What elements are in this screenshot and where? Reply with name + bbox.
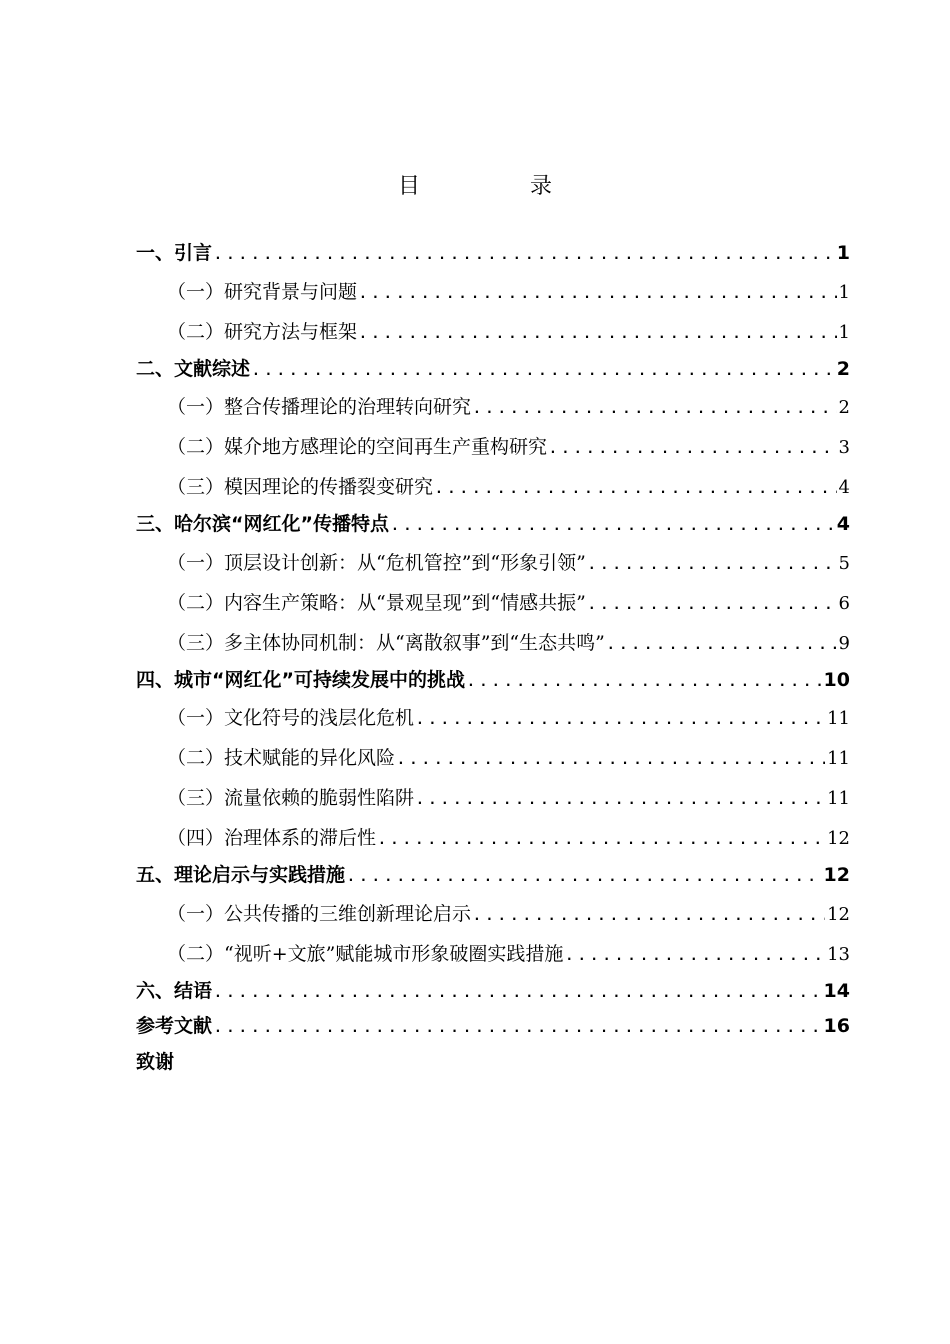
toc-page-number: 5 [838, 552, 850, 574]
toc-page-number: 12 [827, 903, 850, 925]
toc-entry-chapter[interactable] [136, 858, 850, 894]
toc-entry-section[interactable] [136, 738, 850, 778]
toc-dot-leader [214, 236, 835, 274]
toc-list [136, 236, 850, 1080]
toc-entry-chapter[interactable] [136, 1009, 850, 1045]
toc-entry-section[interactable] [136, 387, 850, 427]
toc-page-number: 1 [838, 321, 850, 343]
toc-entry-chapter[interactable] [136, 352, 850, 388]
toc-entry-title: （二）研究方法与框架 [167, 320, 358, 343]
toc-dot-leader [214, 974, 822, 1012]
toc-entry-section[interactable] [136, 623, 850, 663]
toc-page-number: 1 [836, 242, 850, 264]
toc-dot-leader [416, 698, 825, 741]
toc-entry-section[interactable] [136, 467, 850, 507]
toc-dot-leader [473, 387, 837, 430]
toc-entry-title: （一）整合传播理论的治理转向研究 [167, 396, 472, 418]
toc-entry-title: 三、哈尔滨“网红化”传播特点 [136, 513, 389, 535]
toc-page-number: 11 [827, 708, 850, 729]
toc-dot-leader [565, 934, 825, 977]
toc-entry-chapter[interactable] [136, 1045, 850, 1081]
toc-entry-chapter[interactable] [136, 236, 850, 272]
toc-entry-section[interactable] [136, 543, 850, 583]
toc-entry-section[interactable] [136, 698, 850, 738]
toc-entry-title: （一）公共传播的三维创新理论启示 [167, 902, 472, 925]
toc-page-number: 1 [838, 281, 850, 303]
toc-dot-leader [359, 312, 837, 355]
toc-page-number: 10 [823, 668, 850, 691]
toc-entry-title: （二）媒介地方感理论的空间再生产重构研究 [167, 436, 548, 458]
toc-entry-title: 二、文献综述 [136, 357, 251, 380]
toc-entry-section[interactable] [136, 818, 850, 858]
toc-entry-title: 参考文献 [136, 1015, 213, 1037]
toc-page-number: 2 [838, 397, 850, 418]
toc-dot-leader [416, 778, 825, 821]
toc-page-number: 14 [823, 979, 850, 1002]
toc-entry-section[interactable] [136, 427, 850, 467]
toc-page-number: 16 [823, 1015, 850, 1037]
toc-entry-title: （三）多主体协同机制：从“离散叙事”到“生态共鸣” [167, 631, 605, 654]
toc-dot-leader [347, 858, 822, 896]
toc-page-number: 3 [838, 437, 850, 458]
toc-dot-leader [588, 543, 837, 586]
toc-page-number: 4 [836, 513, 850, 535]
toc-page-number: 12 [823, 864, 850, 886]
toc-entry-title: （三）模因理论的传播裂变研究 [167, 476, 434, 498]
toc-entry-title: 四、城市“网红化”可持续发展中的挑战 [136, 668, 465, 691]
toc-dot-leader [467, 663, 822, 701]
toc-entry-section[interactable] [136, 934, 850, 974]
toc-entry-title: 六、结语 [136, 979, 213, 1002]
toc-dot-leader [252, 352, 835, 390]
toc-entry-title: 致谢 [136, 1050, 175, 1073]
toc-dot-leader [473, 894, 825, 937]
toc-page-number: 11 [827, 788, 850, 809]
toc-entry-section[interactable] [136, 894, 850, 934]
toc-entry-title: （一）文化符号的浅层化危机 [167, 707, 415, 729]
toc-entry-chapter[interactable] [136, 507, 850, 543]
toc-page-number: 2 [836, 357, 850, 380]
toc-title: 目 录 [397, 174, 596, 199]
toc-page-number: 6 [838, 592, 850, 614]
toc-entry-title: （三）流量依赖的脆弱性陷阱 [167, 787, 415, 809]
toc-page-number: 9 [838, 632, 850, 654]
toc-dot-leader [359, 272, 837, 315]
toc-entry-title: 一、引言 [136, 242, 213, 264]
toc-entry-title: 五、理论启示与实践措施 [136, 864, 346, 886]
toc-entry-section[interactable] [136, 272, 850, 312]
toc-dot-leader [435, 467, 837, 510]
toc-entry-chapter[interactable] [136, 663, 850, 699]
toc-entry-title: （二）“视听+文旅”赋能城市形象破圈实践措施 [167, 942, 564, 965]
toc-entry-title: （四）治理体系的滞后性 [167, 827, 377, 849]
toc-page-number: 13 [827, 943, 850, 965]
toc-entry-section[interactable] [136, 312, 850, 352]
toc-page-number: 4 [838, 477, 850, 498]
toc-entry-chapter[interactable] [136, 974, 850, 1010]
toc-entry-section[interactable] [136, 778, 850, 818]
toc-entry-title: （二）技术赋能的异化风险 [167, 747, 396, 769]
toc-dot-leader [391, 507, 835, 545]
toc-entry-title: （一）研究背景与问题 [167, 280, 358, 303]
toc-page-number: 11 [827, 748, 850, 769]
toc-entry-title: （二）内容生产策略：从“景观呈现”到“情感共振” [167, 591, 586, 614]
toc-dot-leader [588, 583, 837, 626]
toc-dot-leader [607, 623, 837, 666]
toc-dot-leader [214, 1009, 822, 1047]
toc-dot-leader [378, 818, 825, 861]
toc-dot-leader [397, 738, 825, 781]
toc-entry-title: （一）顶层设计创新：从“危机管控”到“形象引领” [167, 551, 586, 574]
toc-entry-section[interactable] [136, 583, 850, 623]
toc-dot-leader [549, 427, 837, 470]
toc-page-number: 12 [827, 828, 850, 849]
